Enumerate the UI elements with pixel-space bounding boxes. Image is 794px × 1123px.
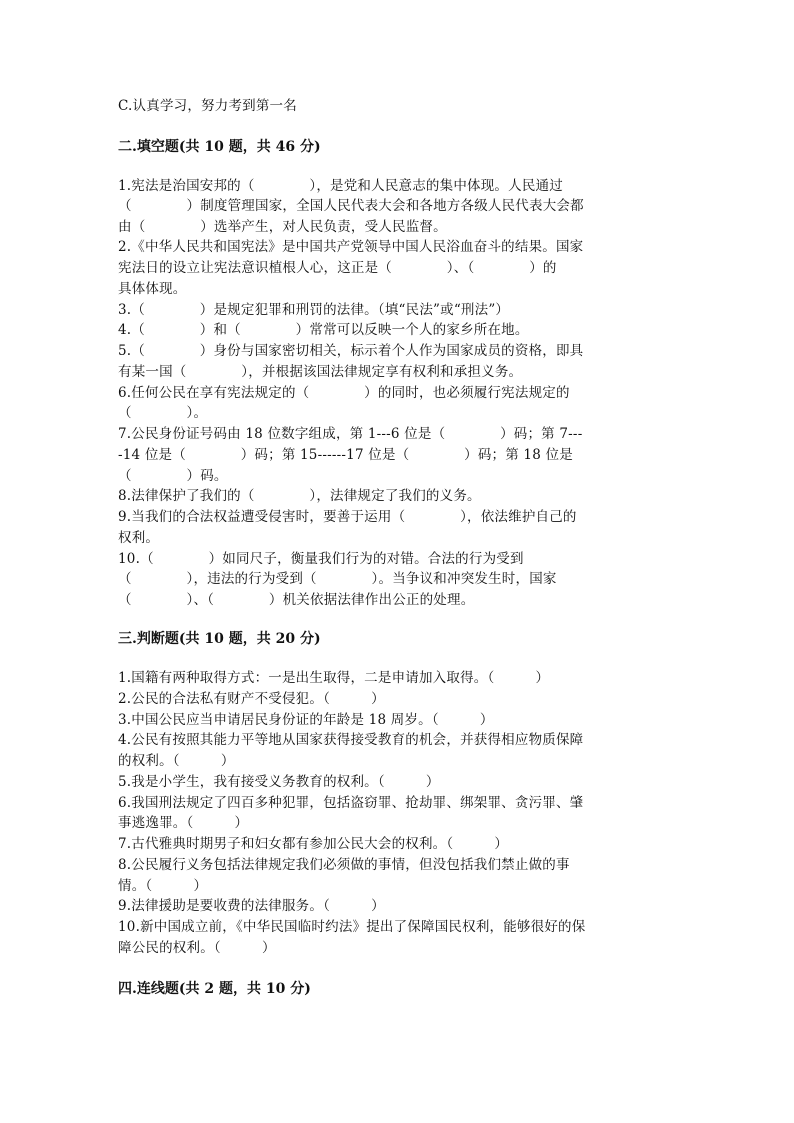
fill-in-line: 9.当我们的合法权益遭受侵害时，要善于运用（ ），依法维护自己的 bbox=[118, 509, 577, 525]
true-false-line: 3.中国公民应当申请居民身份证的年龄是 18 周岁。（ ） bbox=[118, 712, 494, 728]
true-false-line: 6.我国刑法规定了四百多种犯罪，包括盗窃罪、抢劫罪、绑架罪、贪污罪、肇 bbox=[118, 795, 584, 811]
fill-in-line: -14 位是（ ）码；第 15------17 位是（ ）码；第 18 位是 bbox=[118, 447, 573, 463]
fill-in-line: 8.法律保护了我们的（ ），法律规定了我们的义务。 bbox=[118, 488, 481, 504]
fill-in-line: 权利。 bbox=[118, 530, 160, 546]
true-false-line: 事逃逸罪。（ ） bbox=[118, 815, 249, 831]
fill-in-line: 宪法日的设立让宪法意识植根人心，这正是（ ）、（ ）的 bbox=[118, 260, 557, 276]
choice-option-c: C.认真学习，努力考到第一名 bbox=[118, 98, 297, 114]
true-false-line: 1.国籍有两种取得方式：一是出生取得，二是申请加入取得。（ ） bbox=[118, 670, 550, 686]
fill-in-line: （ ）码。 bbox=[118, 468, 228, 484]
fill-in-line: （ ）。 bbox=[118, 405, 208, 421]
section-heading-true-false: 三.判断题(共 10 题，共 20 分) bbox=[118, 631, 321, 647]
fill-in-line: 7.公民身份证号码由 18 位数字组成，第 1---6 位是（ ）码；第 7--- bbox=[118, 426, 583, 442]
true-false-line: 10.新中国成立前，《中华民国临时约法》提出了保障国民权利，能够很好的保 bbox=[118, 919, 586, 935]
true-false-line: 4.公民有按照其能力平等地从国家获得接受教育的机会，并获得相应物质保障 bbox=[118, 732, 584, 748]
fill-in-line: 由（ ）选举产生，对人民负责，受人民监督。 bbox=[118, 219, 447, 235]
true-false-line: 情。（ ） bbox=[118, 878, 208, 894]
fill-in-line: 2.《中华人民共和国宪法》是中国共产党领导中国人民浴血奋斗的结果。国家 bbox=[118, 239, 584, 255]
section-heading-fill-in: 二.填空题(共 10 题，共 46 分) bbox=[118, 139, 321, 155]
true-false-line: 的权利。（ ） bbox=[118, 753, 235, 769]
true-false-line: 5.我是小学生，我有接受义务教育的权利。（ ） bbox=[118, 774, 440, 790]
fill-in-line: 1.宪法是治国安邦的（ ），是党和人民意志的集中体现。人民通过 bbox=[118, 178, 563, 194]
true-false-line: 障公民的权利。（ ） bbox=[118, 940, 276, 956]
section-heading-matching: 四.连线题(共 2 题，共 10 分) bbox=[118, 981, 311, 997]
true-false-line: 2.公民的合法私有财产不受侵犯。（ ） bbox=[118, 691, 385, 707]
true-false-line: 9.法律援助是要收费的法律服务。（ ） bbox=[118, 898, 385, 914]
true-false-line: 8.公民履行义务包括法律规定我们必须做的事情，但没包括我们禁止做的事 bbox=[118, 857, 570, 873]
fill-in-line: 5.（ ）身份与国家密切相关，标示着个人作为国家成员的资格，即具 bbox=[118, 343, 584, 359]
fill-in-line: 3.（ ）是规定犯罪和刑罚的法律。（填“民法”或“刑法”） bbox=[118, 302, 510, 318]
fill-in-line: （ ）、（ ）机关依据法律作出公正的处理。 bbox=[118, 592, 475, 608]
fill-in-line: 6.任何公民在享有宪法规定的（ ）的同时，也必须履行宪法规定的 bbox=[118, 385, 570, 401]
fill-in-line: 具体体现。 bbox=[118, 281, 187, 297]
true-false-line: 7.古代雅典时期男子和妇女都有参加公民大会的权利。（ ） bbox=[118, 836, 509, 852]
fill-in-line: 有某一国（ ），并根据该国法律规定享有权利和承担义务。 bbox=[118, 364, 523, 380]
fill-in-line: 4.（ ）和（ ）常常可以反映一个人的家乡所在地。 bbox=[118, 322, 529, 338]
fill-in-line: （ ）制度管理国家，全国人民代表大会和各地方各级人民代表大会都 bbox=[118, 198, 584, 214]
fill-in-line: 10.（ ）如同尺子，衡量我们行为的对错。合法的行为受到 bbox=[118, 551, 524, 567]
fill-in-line: （ ），违法的行为受到（ ）。当争议和冲突发生时，国家 bbox=[118, 571, 557, 587]
